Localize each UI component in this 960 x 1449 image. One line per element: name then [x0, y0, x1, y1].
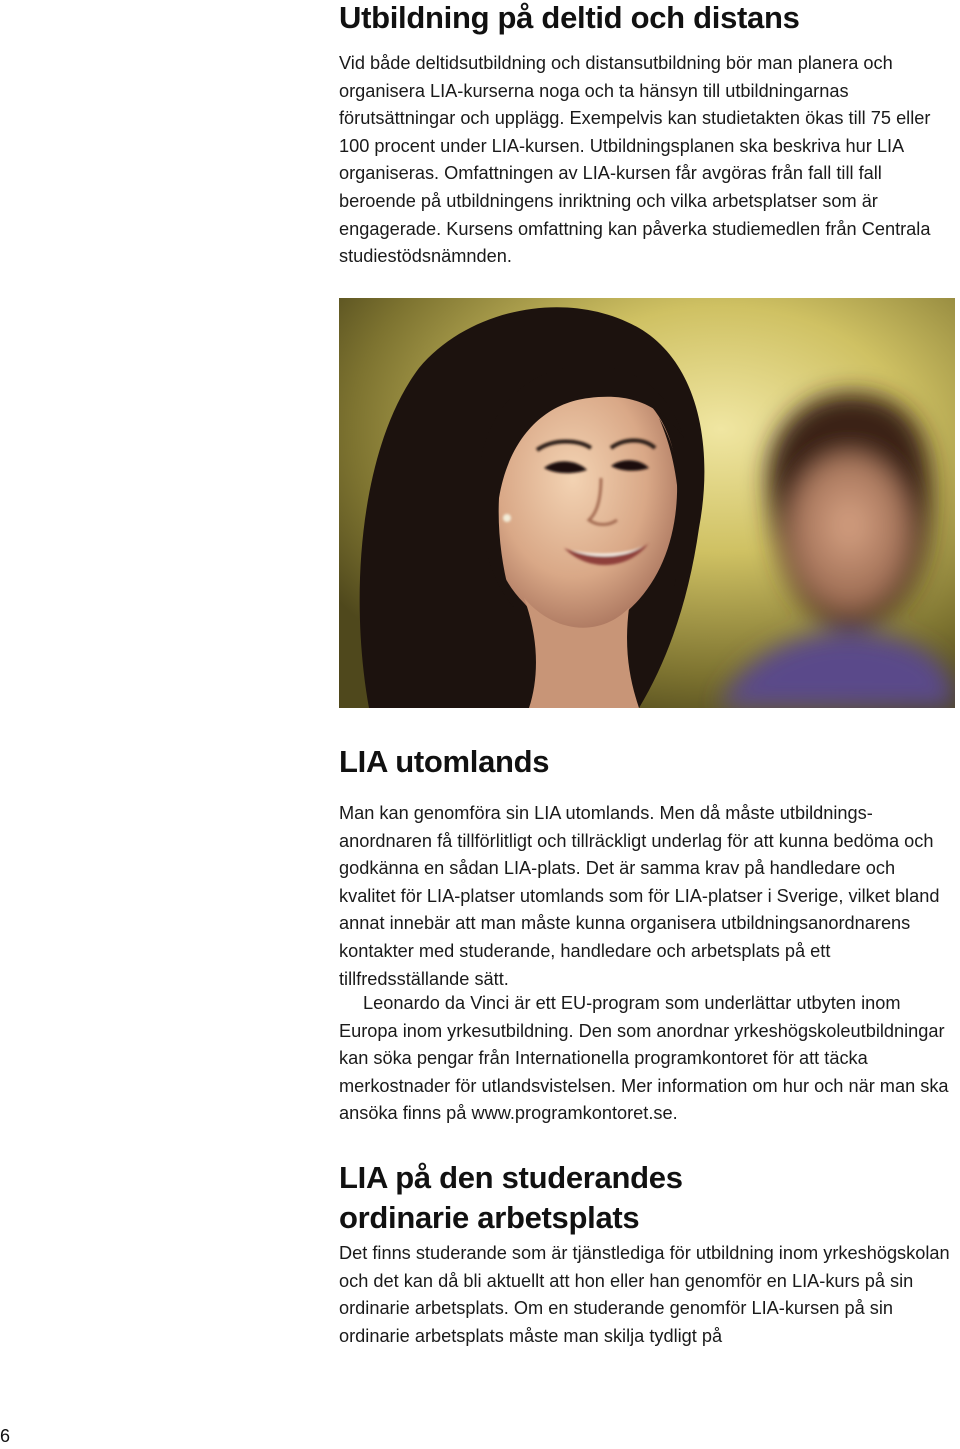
heading-line-1: LIA på den studerandes	[339, 1160, 683, 1195]
heading-line-2: ordinarie arbetsplats	[339, 1200, 640, 1235]
paragraph-part-time: Vid både deltidsutbildning och distansutbildning bör man planera och organisera LIA-kurserna noga och ta hänsyn till utbildningarnas förutsättningar och upplägg. Exempelvis kan studietakten ökas till 75 eller 100 procent under LIA-kursen. Utbildningsplanen ska beskriva hur LIA organiseras. Omfattningen av LIA-kursen får avgöras från fall till fall beroende på utbildningens inriktning och vilka arbetsplatser som är engagerade. Kursens omfattning kan påverka studiemedlen från Centrala studiestödsnämnden.	[339, 53, 931, 267]
paragraph-abroad-2: Leonardo da Vinci är ett EU-program som underlättar utbyten inom Europa inom yrkesutbildning. Den som anordnar yrkeshögskoleutbildningar kan söka pengar från Internationella programkontoret för att täcka merkostnader för utlandsvistelsen. Mer information om hur och när man ska ansöka finns på www.programkontoret.se.	[339, 993, 949, 1124]
paragraph-workplace: Det finns studerande som är tjänstlediga för utbildning inom yrkeshögskolan och det kan då bli aktuellt att hon eller han genomför en LIA-kurs på sin ordinarie arbetsplats. Om en studerande genomför LIA-kursen på sin ordinarie arbetsplats måste man skilja tydligt på	[339, 1243, 950, 1346]
paragraph-abroad-1: Man kan genomföra sin LIA utomlands. Men då måste utbildningsanordnaren få tillförlitligt och tillräckligt underlag för att kunna bedöma och godkänna en sådan LIA-plats. Det är samma krav på handledare och kvalitet för LIA-platser utomlands som för LIA-platser i Sverige, vilket bland annat innebär att man måste kunna organisera utbildningsanordnarens kontakter med studerande, handledare och arbetsplats på ett tillfredsställande sätt.	[339, 803, 940, 989]
section-heading-workplace	[339, 1158, 955, 1238]
photo-illustration	[339, 298, 955, 708]
section-heading-abroad: LIA utomlands	[339, 744, 550, 779]
page-number: 6	[0, 1426, 11, 1446]
section-heading-part-time: Utbildning på deltid och distans	[339, 0, 800, 35]
photo-smiling-student	[339, 298, 955, 708]
